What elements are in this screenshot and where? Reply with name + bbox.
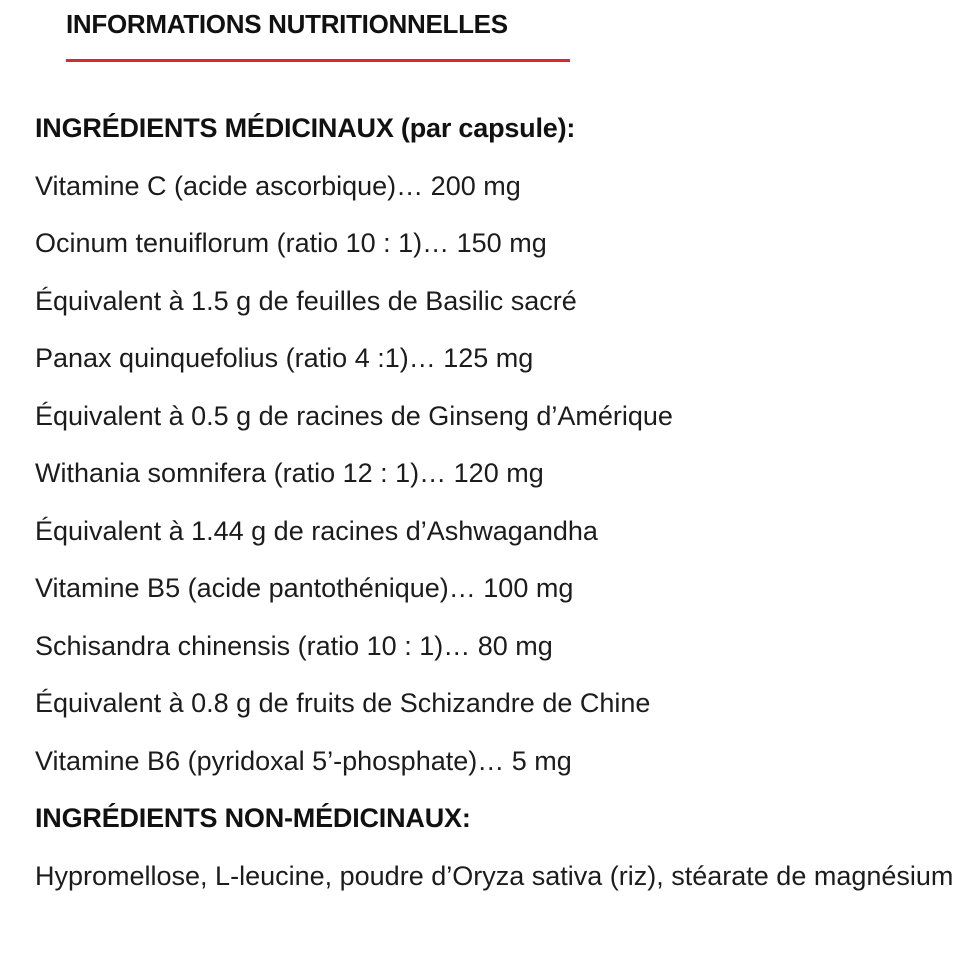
ingredients-panel	[35, 100, 955, 905]
non-medicinal-ingredients-heading: INGRÉDIENTS NON-MÉDICINAUX:	[35, 803, 471, 833]
tab-title: INFORMATIONS NUTRITIONNELLES	[66, 9, 508, 39]
ingredient-line: Vitamine B5 (acide pantothénique)… 100 mg	[35, 573, 574, 603]
ingredient-line: Vitamine B6 (pyridoxal 5’-phosphate)… 5 mg	[35, 745, 572, 776]
nutrition-info-tab[interactable]	[66, 0, 570, 64]
ingredient-line: Schisandra chinensis (ratio 10 : 1)… 80 mg	[35, 630, 553, 661]
ingredient-line: Équivalent à 1.5 g de feuilles de Basilic sacré	[35, 285, 577, 316]
ingredient-line: Équivalent à 0.5 g de racines de Ginseng d’Amérique	[35, 400, 673, 431]
ingredient-line: Équivalent à 1.44 g de racines d’Ashwagandha	[35, 515, 598, 546]
ingredient-line: Panax quinquefolius (ratio 4 :1)… 125 mg	[35, 343, 534, 373]
ingredient-line: Ocinum tenuiflorum (ratio 10 : 1)… 150 mg	[35, 228, 547, 258]
ingredient-line: Vitamine C (acide ascorbique)… 200 mg	[35, 170, 521, 201]
tab-active-underline	[66, 59, 570, 62]
ingredient-line: Withania somnifera (ratio 12 : 1)… 120 mg	[35, 458, 544, 488]
non-medicinal-ingredients-text: Hypromellose, L-leucine, poudre d’Oryza sativa (riz), stéarate de magnésium	[35, 860, 954, 891]
medicinal-ingredients-heading: INGRÉDIENTS MÉDICINAUX (par capsule):	[35, 113, 576, 143]
ingredient-line: Équivalent à 0.8 g de fruits de Schizandre de Chine	[35, 688, 651, 718]
